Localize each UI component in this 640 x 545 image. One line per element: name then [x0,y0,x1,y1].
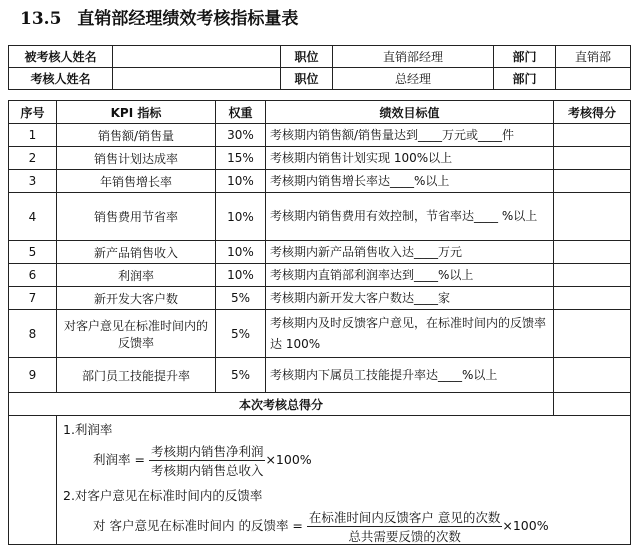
target-value: 考核期内新开发大客户数达____家 [266,287,554,310]
total-row [9,393,631,416]
weight: 10% [216,193,266,241]
info-table [8,45,631,90]
formula-lhs: 利润率 = [93,452,145,467]
section-number: 13.5 [20,9,62,29]
kpi-row [9,170,631,193]
kpi-name: 销售计划达成率 [57,147,216,170]
row-number: 9 [9,358,57,393]
score-cell[interactable] [554,310,631,358]
kpi-row [9,358,631,393]
row-number: 8 [9,310,57,358]
total-score-cell[interactable] [554,393,631,416]
kpi-name: 利润率 [57,264,216,287]
kpi-row [9,124,631,147]
kpi-name: 销售额/销售量 [57,124,216,147]
dept-cell: 直销部 [556,46,631,68]
multiplier: ×100% [502,518,549,533]
dept-cell[interactable] [556,68,631,90]
score-cell[interactable] [554,358,631,393]
weight: 15% [216,147,266,170]
header-cell: 考核得分 [554,101,631,124]
name-cell[interactable] [113,68,281,90]
target-value: 考核期内销售增长率达____%以上 [266,170,554,193]
kpi-name: 部门员工技能提升率 [57,358,216,393]
kpi-name: 新产品销售收入 [57,241,216,264]
formula-2 [93,508,549,545]
kpi-row [9,241,631,264]
target-value: 考核期内直销部利润率达到____%以上 [266,264,554,287]
weight: 5% [216,358,266,393]
label-cell: 职位 [281,68,333,90]
weight: 5% [216,287,266,310]
numerator: 考核期内销售净利润 [150,444,264,459]
target-value: 考核期内销售计划实现 100%以上 [266,147,554,170]
title-text: 直销部经理绩效考核指标量表 [77,9,299,29]
target-value: 考核期内下属员工技能提升率达____%以上 [266,358,554,393]
numerator: 在标准时间内反馈客户 意见的次数 [308,510,501,525]
notes-row [9,416,631,545]
denominator: 考核期内销售总收入 [150,463,264,478]
header-cell: 权重 [216,101,266,124]
kpi-name: 对客户意见在标准时间内的反馈率 [57,310,216,358]
row-number: 5 [9,241,57,264]
kpi-row [9,310,631,358]
label-cell: 职位 [281,46,333,68]
kpi-name: 年销售增长率 [57,170,216,193]
weight: 5% [216,310,266,358]
position-cell: 总经理 [333,68,494,90]
kpi-header-row [9,101,631,124]
kpi-row [9,287,631,310]
position-cell: 直销部经理 [333,46,494,68]
score-cell[interactable] [554,124,631,147]
label-cell: 部门 [494,68,556,90]
row-number: 2 [9,147,57,170]
row-number: 4 [9,193,57,241]
target-value: 考核期内及时反馈客户意见，在标准时间内的反馈率达 100% [266,310,554,358]
label-cell: 被考核人姓名 [9,46,113,68]
info-row [9,46,631,68]
note-1-title: 1.利润率 [63,422,113,437]
denominator: 总共需要反馈的次数 [348,529,461,544]
total-label: 本次考核总得分 [9,393,554,416]
weight: 30% [216,124,266,147]
score-cell[interactable] [554,170,631,193]
label-cell: 部门 [494,46,556,68]
weight: 10% [216,264,266,287]
page-title [20,4,298,29]
target-value: 考核期内销售费用有效控制，节省率达____ %以上 [266,193,554,241]
formula-lhs: 对 客户意见在标准时间内 的反馈率 = [93,518,303,533]
row-number: 6 [9,264,57,287]
score-cell[interactable] [554,264,631,287]
kpi-row [9,147,631,170]
kpi-name: 新开发大客户数 [57,287,216,310]
weight: 10% [216,170,266,193]
note-2-title: 2.对客户意见在标准时间内的反馈率 [63,488,263,503]
formula-notes [57,416,630,544]
score-cell[interactable] [554,193,631,241]
score-cell[interactable] [554,147,631,170]
name-cell[interactable] [113,46,281,68]
target-value: 考核期内销售额/销售量达到____万元或____件 [266,124,554,147]
multiplier: ×100% [265,452,312,467]
kpi-row [9,193,631,241]
kpi-name: 销售费用节省率 [57,193,216,241]
row-number: 1 [9,124,57,147]
kpi-table [8,100,631,545]
info-row [9,68,631,90]
label-cell: 考核人姓名 [9,68,113,90]
header-cell: 绩效目标值 [266,101,554,124]
formula-1 [93,442,312,479]
row-number: 7 [9,287,57,310]
score-cell[interactable] [554,241,631,264]
score-cell[interactable] [554,287,631,310]
weight: 10% [216,241,266,264]
header-cell: 序号 [9,101,57,124]
row-number: 3 [9,170,57,193]
target-value: 考核期内新产品销售收入达____万元 [266,241,554,264]
header-cell: KPI 指标 [57,101,216,124]
kpi-row [9,264,631,287]
